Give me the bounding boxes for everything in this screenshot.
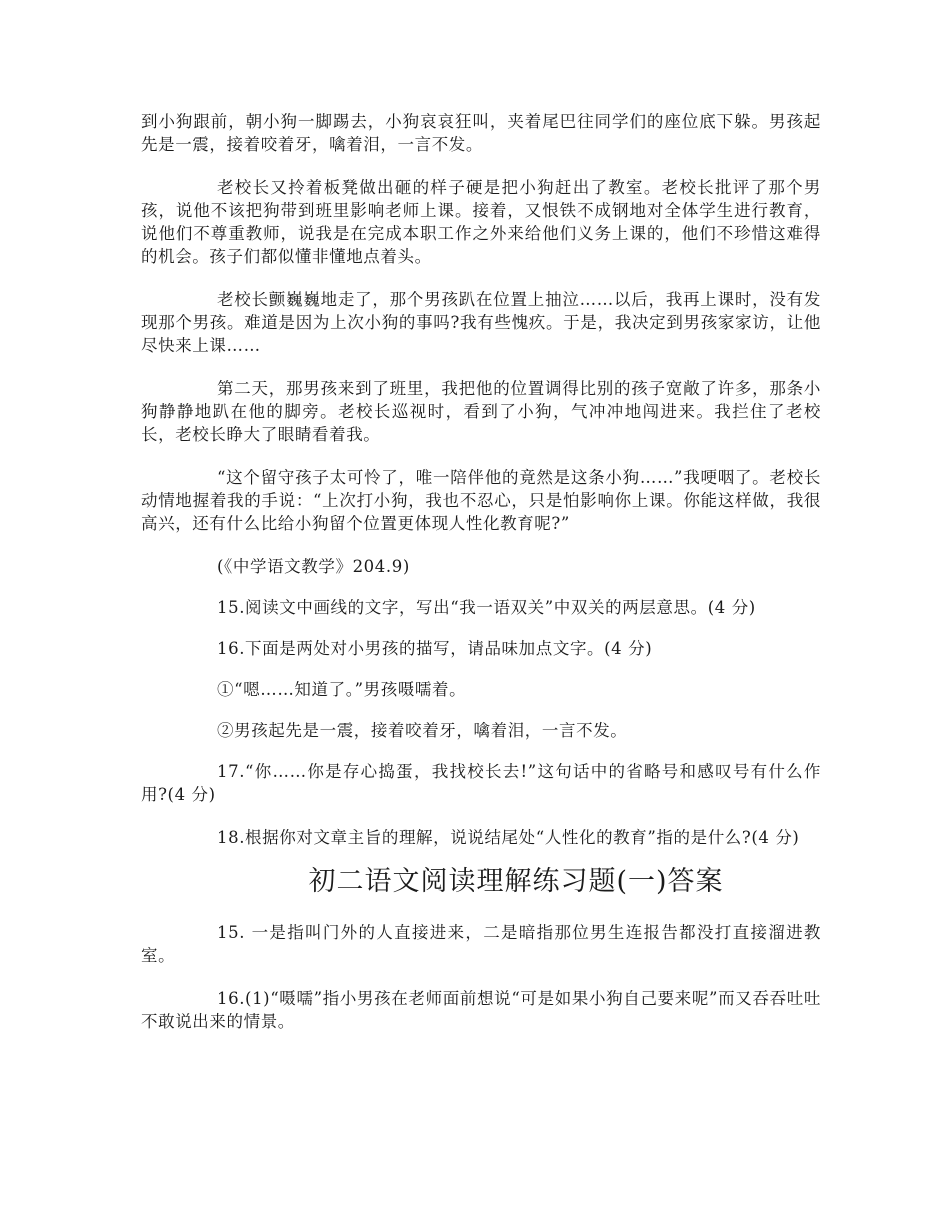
answer-title: 初二语文阅读理解练习题(一)答案 [308,866,724,897]
question-18: 18.根据你对文章主旨的理解，说说结尾处“人性化的教育”指的是什么?(4 分) [217,828,800,847]
paragraph-boy-absent: 老校长颤巍巍地走了，那个男孩趴在位置上抽泣……以后，我再上课时，没有发现那个男孩。难道是因为上次小狗的事吗?我有些愧疚。于是，我决定到男孩家家访，让他尽快来上课…… [141,290,821,355]
question-16-item-1: ①“嗯……知道了。”男孩嗫嚅着。 [217,680,467,699]
question-16-item-2: ②男孩起先是一震，接着咬着牙，噙着泪，一言不发。 [217,721,628,740]
question-15: 15.阅读文中画线的文字，写出“我一语双关”中双关的两层意思。(4 分) [217,598,756,617]
question-17: 17.“你……你是存心捣蛋，我找校长去!”这句话中的省略号和感叹号有什么作用?(4 分) [141,762,821,804]
source-citation: (《中学语文教学》204.9) [217,557,410,576]
paragraph-principal-scolds: 老校长又拎着板凳做出砸的样子硬是把小狗赶出了教室。老校长批评了那个男孩，说他不该把狗带到班里影响老师上课。接着，又恨铁不成钢地对全体学生进行教育，说他们不尊重教师，说我是在完成本职工作之外来给他们义务上课的，他们不珍惜这难得的机会。孩子们都似懂非懂地点着头。 [141,178,821,266]
document-page [141,110,821,1033]
question-16: 16.下面是两处对小男孩的描写，请品味加点文字。(4 分) [217,639,653,658]
answer-15: 15. 一是指叫门外的人直接进来，二是暗指那位男生连报告都没打直接溜进教室。 [141,923,821,965]
paragraph-next-day: 第二天，那男孩来到了班里，我把他的位置调得比别的孩子宽敞了许多，那条小狗静静地趴在他的脚旁。老校长巡视时，看到了小狗，气冲冲地闯进来。我拦住了老校长，老校长睁大了眼睛看着我。 [141,379,821,444]
answer-16: 16.(1)“嗫嚅”指小男孩在老师面前想说“可是如果小狗自己要来呢”而又吞吞吐吐不敢说出来的情景。 [141,989,821,1031]
paragraph-ending: “这个留守孩子太可怜了，唯一陪伴他的竟然是这条小狗……”我哽咽了。老校长动情地握着我的手说：“上次打小狗，我也不忍心，只是怕影响你上课。你能这样做，我很高兴，还有什么比给小狗留个位置更体现人性化教育呢?” [141,468,821,533]
paragraph-continuation: 到小狗跟前，朝小狗一脚踢去，小狗哀哀狂叫，夹着尾巴往同学们的座位底下躲。男孩起先是一震，接着咬着牙，噙着泪，一言不发。 [141,112,821,154]
